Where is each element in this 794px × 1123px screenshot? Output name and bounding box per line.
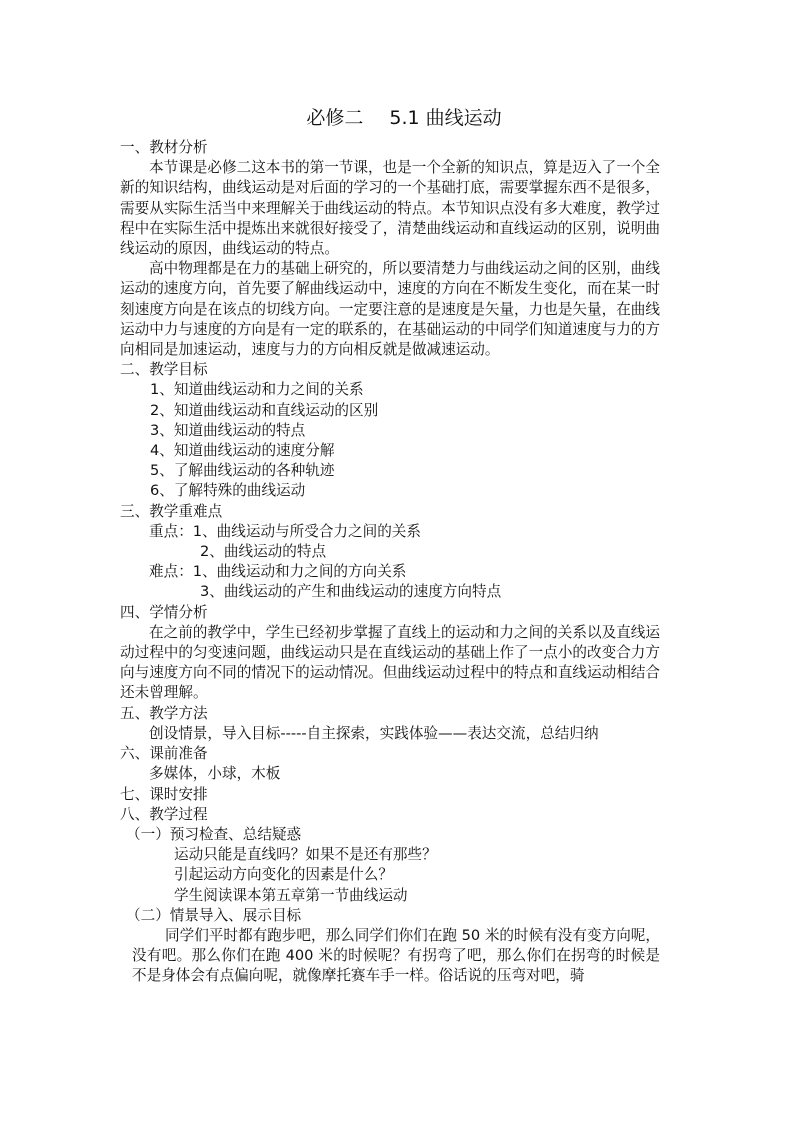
section-heading-5: 五、教学方法 — [120, 704, 208, 722]
section-heading-3: 三、教学重难点 — [120, 502, 223, 520]
document-page — [120, 104, 660, 987]
preparation-text: 多媒体，小球，木板 — [149, 765, 281, 783]
section-heading-1: 一、教材分析 — [120, 139, 208, 156]
key-point-line: 2、曲线运动的特点 — [200, 543, 327, 561]
title-lesson: 5.1 曲线运动 — [389, 107, 502, 129]
section-heading-8: 八、教学过程 — [120, 805, 208, 823]
difficulty-line: 难点：1、曲线运动和力之间的方向关系 — [149, 563, 407, 581]
question-item: 运动只能是直线吗？如果不是还有那些？ — [174, 846, 437, 864]
list-item: 6、了解特殊的曲线运动 — [150, 482, 306, 500]
section-heading-2: 二、教学目标 — [120, 361, 208, 379]
list-item: 2、知道曲线运动和直线运动的区别 — [150, 401, 379, 419]
key-point-line: 重点：1、曲线运动与所受合力之间的关系 — [149, 522, 421, 540]
paragraph: 在之前的教学中，学生已经初步掌握了直线上的运动和力之间的关系以及直线运动过程中的匀变速问题，曲线运动只是在直线运动的基础上作了一点小的改变合力方向与速度方向不同的情况下的运动情况。但曲线运动过程中的特点和直线运动相结合还未曾理解。 — [120, 623, 660, 702]
list-item: 3、知道曲线运动的特点 — [150, 421, 306, 439]
question-item: 学生阅读课本第五章第一节曲线运动 — [174, 886, 408, 904]
method-text: 创设情景，导入目标-----自主探索，实践体验——表达交流，总结归纳 — [149, 724, 599, 742]
document-title — [120, 104, 660, 132]
section-heading-7: 七、课时安排 — [120, 785, 208, 803]
paragraph: 同学们平时都有跑步吧，那么同学们你们在跑 50 米的时候有没有变方向呢，没有吧。那么你们在跑 400 米的时候呢？有拐弯了吧，那么你们在拐弯的时候是不是身体会有点偏向呢，就像摩托赛车手一样。俗话说的压弯对吧，骑 — [132, 926, 660, 985]
paragraph: 本节课是必修二这本书的第一节课，也是一个全新的知识点，算是迈入了一个全新的知识结构，曲线运动是对后面的学习的一个基础打底，需要掌握东西不是很多，需要从实际生活当中来理解关于曲线运动的特点。本节知识点没有多大难度，教学过程中在实际生活中提炼出来就很好接受了，清楚曲线运动和直线运动的区别，说明曲线运动的原因，曲线运动的特点。 — [120, 159, 660, 258]
difficulty-line: 3、曲线运动的产生和曲线运动的速度方向特点 — [200, 583, 502, 601]
list-item: 1、知道曲线运动和力之间的关系 — [150, 381, 364, 399]
list-item: 4、知道曲线运动的速度分解 — [150, 442, 335, 460]
title-course: 必修二 — [306, 107, 364, 129]
subsection-heading: （一）预习检查、总结疑惑 — [126, 825, 302, 843]
list-item: 5、了解曲线运动的各种轨迹 — [150, 462, 335, 480]
paragraph: 高中物理都是在力的基础上研究的，所以要清楚力与曲线运动之间的区别，曲线运动的速度方向，首先要了解曲线运动中，速度的方向在不断发生变化，而在某一时刻速度方向是在该点的切线方向。一定要注意的是速度是矢量，力也是矢量，在曲线运动中力与速度的方向是有一定的联系的，在基础运动的中同学们知道速度与力的方向相同是加速运动，速度与力的方向相反就是做减速运动。 — [120, 260, 660, 359]
question-item: 引起运动方向变化的因素是什么？ — [174, 866, 393, 884]
section-heading-6: 六、课前准备 — [120, 745, 208, 763]
subsection-heading: （二）情景导入、展示目标 — [126, 906, 302, 924]
section-heading-4: 四、学情分析 — [120, 603, 208, 621]
